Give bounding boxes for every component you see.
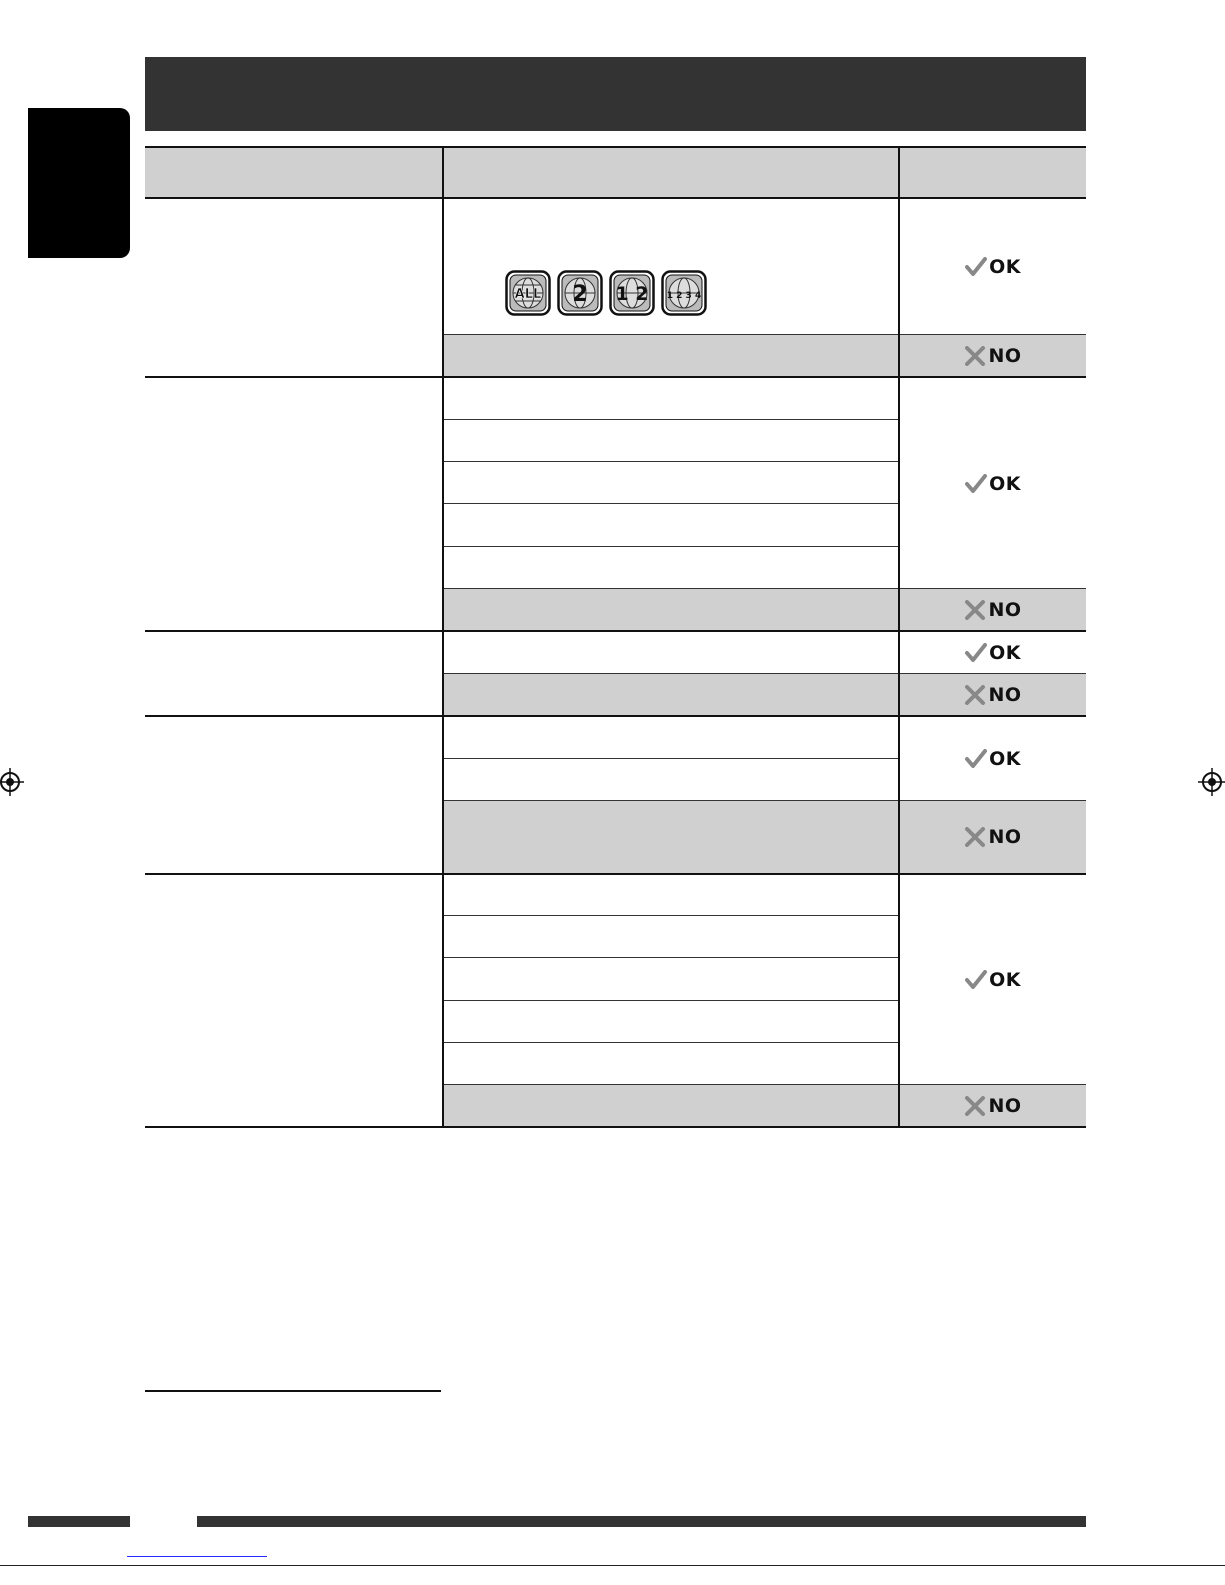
table-border [145,715,1086,717]
page-bottom-rule [0,1565,1225,1566]
table-border [145,146,1086,148]
region-1-2-3-4-label: 1 2 3 4 [666,291,702,301]
no-label: NO [988,599,1022,621]
row-divider [444,1084,1086,1085]
table-border [145,197,1086,199]
ok-label: OK [989,256,1021,278]
check-icon [965,749,987,769]
no-label: NO [988,826,1022,848]
region-1-2-label: 1 2 [615,283,649,305]
footnote-divider [145,1390,441,1392]
ok-mark [933,966,1053,994]
no-mark [933,1092,1053,1120]
row-divider [444,957,898,958]
registration-mark-icon [1198,768,1225,796]
region-2-icon [557,270,603,316]
region-all-icon [505,270,551,316]
ok-mark [933,470,1053,498]
ok-mark [933,253,1053,281]
row-divider [444,503,898,504]
page-title-bar [145,57,1086,131]
row-divider [444,673,1086,674]
row-divider [444,588,1086,589]
no-mark [933,681,1053,709]
no-mark [933,596,1053,624]
table-header-col1 [145,146,442,197]
row-divider [444,461,898,462]
ok-mark [933,745,1053,773]
table-border [145,376,1086,378]
region-1-2-icon [609,270,655,316]
page-number-bar [28,1516,130,1527]
region-code-icons [505,270,715,318]
region-all-label: ALL [514,287,542,302]
row-divider [444,546,898,547]
region-2-label: 2 [572,282,588,307]
check-icon [965,257,987,277]
table-header-col2 [444,146,898,197]
no-label: NO [988,684,1022,706]
ok-label: OK [989,969,1021,991]
cross-icon [964,346,986,366]
footer-bar [197,1516,1086,1527]
table-header-col3 [900,146,1086,197]
no-mark [933,342,1053,370]
row-divider [444,800,1086,801]
table-border [145,1126,1086,1128]
language-tab [28,108,130,258]
check-icon [965,643,987,663]
no-label: NO [988,1095,1022,1117]
column-divider [442,146,444,1127]
registration-mark-icon [0,768,24,796]
cross-icon [964,600,986,620]
row-divider [444,334,1086,335]
cross-icon [964,685,986,705]
cross-icon [964,827,986,847]
ok-label: OK [989,473,1021,495]
ok-mark [933,639,1053,667]
column-divider [898,146,900,1127]
row-divider [444,758,898,759]
row-divider [444,419,898,420]
cross-icon [964,1096,986,1116]
table-border [145,873,1086,875]
region-1-2-3-4-icon [661,270,707,316]
row-divider [444,1000,898,1001]
ok-label: OK [989,748,1021,770]
footer-link-underline [127,1556,267,1557]
no-mark [933,823,1053,851]
row-divider [444,1042,898,1043]
check-icon [965,970,987,990]
no-label: NO [988,345,1022,367]
table-border [145,630,1086,632]
ok-label: OK [989,642,1021,664]
row-divider [444,915,898,916]
check-icon [965,474,987,494]
